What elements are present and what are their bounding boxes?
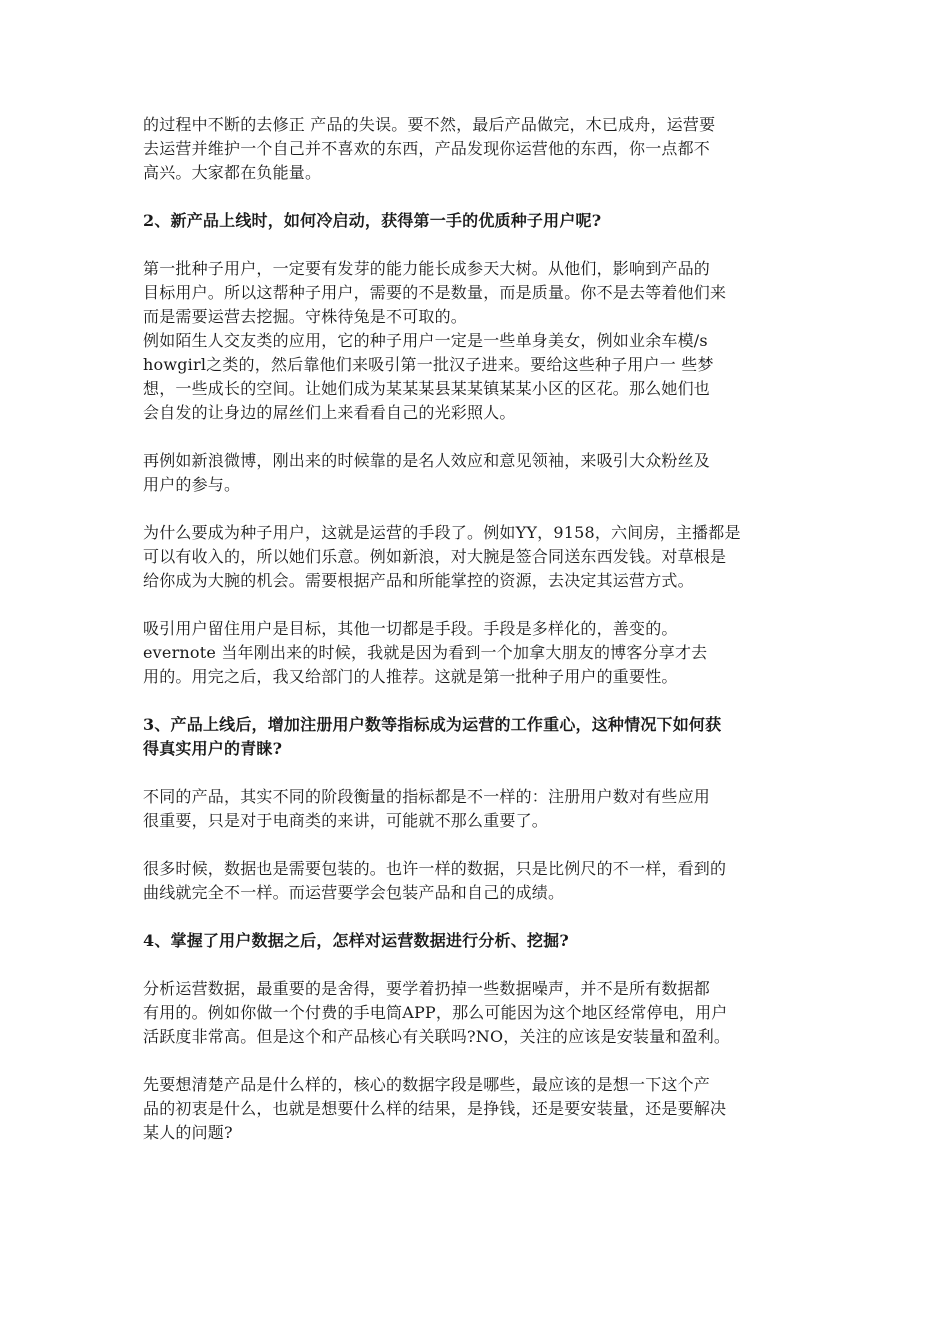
paragraph-data-analysis	[143, 977, 811, 1049]
text-line: 先要想清楚产品是什么样的，核心的数据字段是哪些，最应该的是想一下这个产	[143, 1075, 711, 1094]
text-line: 会自发的让身边的屌丝们上来看看自己的光彩照人。	[143, 403, 516, 422]
text-line: evernote 当年刚出来的时候，我就是因为看到一个加拿大朋友的博客分享才去	[143, 643, 708, 662]
section-heading-4	[143, 929, 811, 953]
paragraph-why-seed-users	[143, 521, 811, 593]
text-line: 有用的。例如你做一个付费的手电筒APP，那么可能因为这个地区经常停电，用户	[143, 1003, 728, 1022]
text-line: 很重要，只是对于电商类的来讲，可能就不那么重要了。	[143, 811, 549, 830]
text-line: 用户的参与。	[143, 475, 241, 494]
text-line: 想，一些成长的空间。让她们成为某某某县某某镇某某小区的区花。那么她们也	[143, 379, 711, 398]
paragraph-weibo-example	[143, 449, 811, 497]
text-line: 某人的问题?	[143, 1123, 233, 1142]
text-line: 活跃度非常高。但是这个和产品核心有关联吗?NO，关注的应该是安装量和盈利。	[143, 1027, 731, 1046]
heading-line: 4、掌握了用户数据之后，怎样对运营数据进行分析、挖掘?	[143, 931, 569, 950]
text-line: 吸引用户留住用户是目标，其他一切都是手段。手段是多样化的，善变的。	[143, 619, 678, 638]
text-line: 为什么要成为种子用户，这就是运营的手段了。例如YY，9158，六间房，主播都是	[143, 523, 741, 542]
heading-line: 3、产品上线后，增加注册用户数等指标成为运营的工作重心，这种情况下如何获	[143, 715, 722, 734]
text-line: 分析运营数据，最重要的是舍得，要学着扔掉一些数据噪声，并不是所有数据都	[143, 979, 711, 998]
heading-line: 2、新产品上线时，如何冷启动，获得第一手的优质种子用户呢?	[143, 211, 602, 230]
text-line: 高兴。大家都在负能量。	[143, 163, 322, 182]
text-line: 很多时候，数据也是需要包装的。也许一样的数据，只是比例尺的不一样，看到的	[143, 859, 727, 878]
text-line: 给你成为大腕的机会。需要根据产品和所能掌控的资源，去决定其运营方式。	[143, 571, 694, 590]
text-line: 目标用户。所以这帮种子用户，需要的不是数量，而是质量。你不是去等着他们来	[143, 283, 727, 302]
text-line: 不同的产品，其实不同的阶段衡量的指标都是不一样的：注册用户数对有些应用	[143, 787, 711, 806]
text-line: howgirl之类的，然后靠他们来吸引第一批汉子进来。要给这些种子用户一 些梦	[143, 355, 714, 374]
paragraph-seed-users	[143, 257, 811, 425]
paragraph-data-packaging	[143, 857, 811, 905]
text-line: 例如陌生人交友类的应用，它的种子用户一定是一些单身美女，例如业余车模/s	[143, 331, 708, 350]
text-line: 曲线就完全不一样。而运营要学会包装产品和自己的成绩。	[143, 883, 565, 902]
paragraph-retention	[143, 617, 811, 689]
text-line: 可以有收入的，所以她们乐意。例如新浪，对大腕是签合同送东西发钱。对草根是	[143, 547, 727, 566]
heading-line: 得真实用户的青睐?	[143, 739, 283, 758]
text-line: 去运营并维护一个自己并不喜欢的东西，产品发现你运营他的东西，你一点都不	[143, 139, 711, 158]
section-heading-2	[143, 209, 811, 233]
document-page	[143, 113, 811, 1145]
paragraph-intro-continuation	[143, 113, 811, 185]
text-line: 第一批种子用户，一定要有发芽的能力能长成参天大树。从他们，影响到产品的	[143, 259, 711, 278]
text-line: 品的初衷是什么，也就是想要什么样的结果，是挣钱，还是要安装量，还是要解决	[143, 1099, 727, 1118]
text-line: 用的。用完之后，我又给部门的人推荐。这就是第一批种子用户的重要性。	[143, 667, 678, 686]
text-line: 而是需要运营去挖掘。守株待兔是不可取的。	[143, 307, 468, 326]
text-line: 的过程中不断的去修正 产品的失误。要不然，最后产品做完，木已成舟，运营要	[143, 115, 716, 134]
paragraph-metrics	[143, 785, 811, 833]
text-line: 再例如新浪微博，刚出来的时候靠的是名人效应和意见领袖，来吸引大众粉丝及	[143, 451, 711, 470]
section-heading-3	[143, 713, 811, 761]
paragraph-product-purpose	[143, 1073, 811, 1145]
